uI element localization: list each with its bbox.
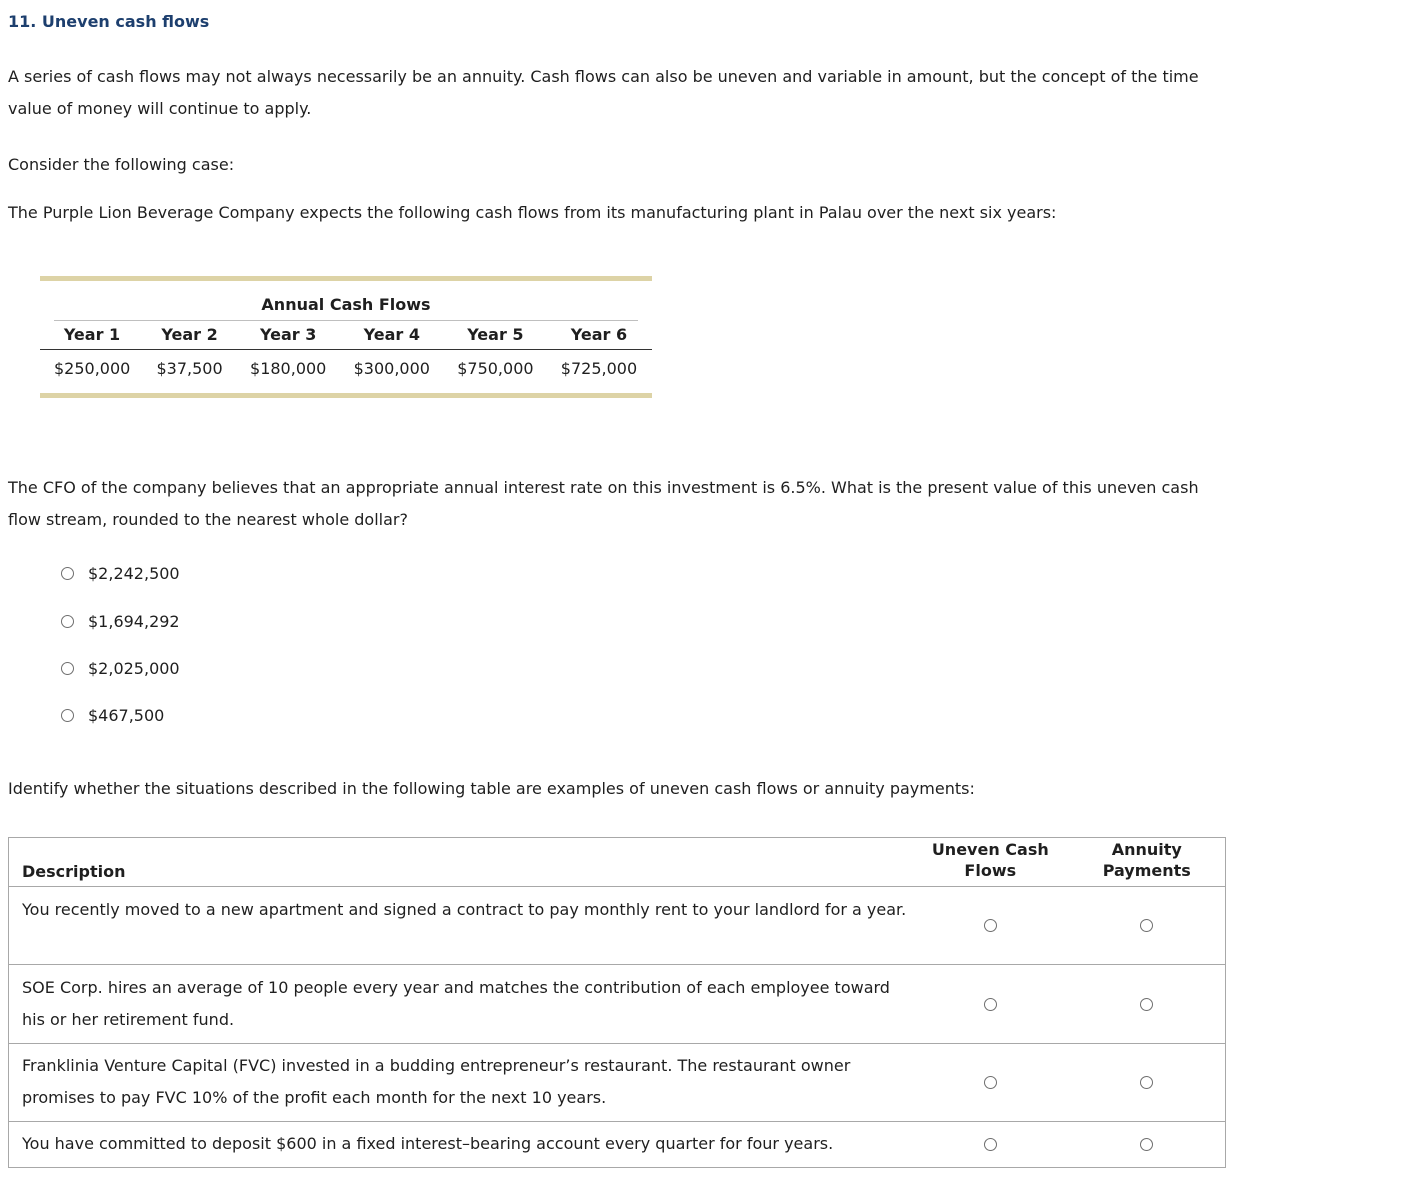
radio-button[interactable] <box>61 709 74 722</box>
cash-value-row <box>40 350 652 388</box>
radio-button[interactable] <box>61 567 74 580</box>
uneven-radio[interactable] <box>984 919 997 932</box>
uneven-cell <box>912 1044 1068 1121</box>
case-text: The Purple Lion Beverage Company expects the following cash flows from its manufacturing plant in Palau over the next six years: <box>8 203 1057 222</box>
uneven-cell <box>912 965 1068 1043</box>
row-description: Franklinia Venture Capital (FVC) invested in a budding entrepreneur’s restaurant. The restaurant owner promises to pay FVC 10% of the profit each month for the next 10 years. <box>22 1056 851 1107</box>
cash-value: $180,000 <box>250 359 327 378</box>
table-row <box>9 964 1225 1043</box>
table-bottom-bar <box>40 393 652 398</box>
table-header-row <box>9 838 1225 886</box>
table-row <box>9 886 1225 964</box>
uneven-cell <box>912 887 1068 964</box>
consider-text: Consider the following case: <box>8 155 235 174</box>
radio-button[interactable] <box>61 662 74 675</box>
cash-flow-heading: Annual Cash Flows <box>261 295 431 314</box>
annuity-cell <box>1069 965 1225 1043</box>
cash-value: $750,000 <box>457 359 534 378</box>
answer-option[interactable] <box>61 705 164 725</box>
answer-option[interactable] <box>61 563 180 583</box>
annuity-cell <box>1069 1122 1225 1167</box>
cash-value: $300,000 <box>353 359 430 378</box>
cash-value: $37,500 <box>156 359 223 378</box>
annuity-header: Annuity Payments <box>1102 840 1191 880</box>
option-label: $2,025,000 <box>88 658 180 678</box>
table-top-bar <box>40 276 652 281</box>
question-title: 11. Uneven cash flows <box>8 12 210 31</box>
uneven-radio[interactable] <box>984 1076 997 1089</box>
year-label: Year 3 <box>260 325 317 344</box>
year-label: Year 4 <box>363 325 420 344</box>
annuity-cell <box>1069 887 1225 964</box>
option-label: $1,694,292 <box>88 611 180 631</box>
uneven-radio[interactable] <box>984 1138 997 1151</box>
row-description: SOE Corp. hires an average of 10 people every year and matches the contribution of each employee toward his or her retirement fund. <box>22 978 890 1029</box>
classification-table <box>8 837 1226 1168</box>
annuity-radio[interactable] <box>1140 998 1153 1011</box>
table-row <box>9 1043 1225 1121</box>
option-label: $467,500 <box>88 705 165 725</box>
row-description: You have committed to deposit $600 in a fixed interest–bearing account every quarter for four years. <box>22 1134 834 1153</box>
year-label: Year 2 <box>161 325 218 344</box>
intro-paragraph: A series of cash flows may not always necessarily be an annuity. Cash flows can also be uneven and variable in amount, but the concept of the time value of money will continue to apply. <box>8 67 1199 118</box>
cash-value: $725,000 <box>560 359 638 378</box>
year-header-row <box>40 321 652 349</box>
uneven-cell <box>912 1122 1068 1167</box>
cash-value: $250,000 <box>54 359 131 378</box>
answer-option[interactable] <box>61 658 180 678</box>
row-description: You recently moved to a new apartment and signed a contract to pay monthly rent to your landlord for a year. <box>22 900 907 919</box>
answer-option[interactable] <box>61 611 180 631</box>
question-text: The CFO of the company believes that an appropriate annual interest rate on this investment is 6.5%. What is the present value of this uneven cash flow stream, rounded to the nearest whole dollar? <box>8 478 1199 529</box>
uneven-header: Uneven Cash Flows <box>931 840 1049 880</box>
uneven-radio[interactable] <box>984 998 997 1011</box>
cash-flow-table <box>40 276 652 398</box>
description-header: Description <box>22 862 126 881</box>
table-row <box>9 1121 1225 1167</box>
identify-text: Identify whether the situations described in the following table are examples of uneven cash flows or annuity payments: <box>8 779 975 798</box>
year-label: Year 6 <box>570 325 628 344</box>
option-label: $2,242,500 <box>88 563 180 583</box>
year-label: Year 5 <box>467 325 524 344</box>
year-label: Year 1 <box>63 325 121 344</box>
annuity-radio[interactable] <box>1140 1138 1153 1151</box>
annuity-radio[interactable] <box>1140 919 1153 932</box>
annuity-cell <box>1069 1044 1225 1121</box>
radio-button[interactable] <box>61 615 74 628</box>
annuity-radio[interactable] <box>1140 1076 1153 1089</box>
